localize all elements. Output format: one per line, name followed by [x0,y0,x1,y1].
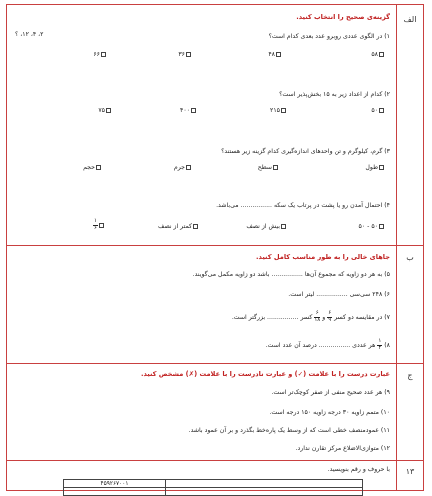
question-text: ۲) کدام از اعداد زیر به ۱۵ بخش‌پذیر است؟ [279,91,390,98]
section-column [396,5,423,490]
checkbox-icon[interactable] [193,224,198,229]
question-text: ۱۰) متمم زاویه ۳۰ درجه زاویه ۱۵۰ درجه است. [269,409,390,416]
checkbox-icon[interactable] [276,52,281,57]
sheet-content [7,5,396,490]
question-text: ۶) ۲۴۸ سی‌سی ................ لیتر است. [288,291,390,298]
question-text: ۱) در الگوی عددی روبرو عدد بعدی کدام است؟ [268,33,390,40]
section-label-be: ب [406,253,414,262]
section-label-alef: الف [403,15,417,24]
table-cell[interactable] [64,488,166,496]
question-text: با حروف و رقم بنویسید. [327,466,390,473]
option-choice[interactable]: ۵۰ - ۵۰ [359,223,384,231]
checkbox-icon[interactable] [96,165,101,170]
option-choice[interactable]: سطح [258,164,278,172]
checkbox-icon[interactable] [281,108,286,113]
answer-table [63,479,363,496]
checkbox-icon[interactable] [186,165,191,170]
exam-sheet [6,4,424,491]
fraction: $\frac{۶}{۱۸}$ [314,310,321,323]
question-text: ۸) $\frac{۱}{۴}$ هر عددی ................ درصد آن عدد است. [265,338,390,351]
table-cell-answer[interactable] [166,480,363,488]
option-choice[interactable]: ۴۸ [268,51,281,59]
option-choice[interactable]: ۳۶ [178,51,191,59]
checkbox-icon[interactable] [186,52,191,57]
fraction: $\frac{۱}{۴}$ [378,338,382,351]
question-text: ۵) به هر دو زاویه که مجموع آن‌ها ................ باشد دو زاویه مکمل می‌گویند. [192,271,390,278]
fraction: $\frac{۶}{۹}$ [328,310,332,323]
question-text: ۳) گرم، کیلوگرم و تن واحدهای اندازه‌گیری کدام گزینه زیر هستند؟ [221,148,390,155]
question-text: ۱۱) عمودمنصف خطی است که از وسط یک پاره‌خط بگذرد و بر آن عمود باشد. [188,427,390,434]
option-choice[interactable]: ۴۰۰ [180,107,196,115]
table-cell-number: ۴۵۹۲۶۷۰۰۱ [64,480,166,488]
checkbox-icon[interactable] [273,165,278,170]
option-choice[interactable]: جرم [174,164,191,172]
table-cell-answer[interactable] [166,488,363,496]
checkbox-icon[interactable] [101,52,106,57]
checkbox-icon[interactable] [106,108,111,113]
option-choice[interactable]: کمتر از نصف [158,223,198,231]
option-choice[interactable]: ۵۰ [371,107,384,115]
section-heading: گزینه‌ی صحیح را انتخاب کنید. [296,13,390,21]
checkbox-icon[interactable] [191,108,196,113]
checkbox-icon[interactable] [379,108,384,113]
checkbox-icon[interactable] [379,224,384,229]
option-choice[interactable]: ۵۸ [371,51,384,59]
question-text: ۹) هر عدد صحیح منفی از صفر کوچک‌تر است. [271,389,390,396]
checkbox-icon[interactable] [281,224,286,229]
section-label-jim: ج [407,371,413,380]
option-choice[interactable]: حجم [83,164,101,172]
option-choice[interactable]: ۶۶ [93,51,106,59]
option-choice[interactable]: ۲۱۵ [270,107,286,115]
section-label-13: ۱۳ [405,467,415,476]
option-choice[interactable]: ۷۵ [98,107,111,115]
section-heading: جاهای خالی را به طور مناسب کامل کنید. [256,253,390,261]
question-text: ۷) در مقایسه دو کسر $\frac{۶}{۹}$ و $\frac{۶}{۱۸}$ کسر ................ بزرگتر است. [231,310,390,323]
table-row [64,488,363,496]
question-text: ۱۲) متوازی‌الاضلاع مرکز تقارن ندارد. [295,445,390,452]
option-choice[interactable]: طول [365,164,384,172]
question-text: ۴) احتمال آمدن رو یا پشت در پرتاب یک سکه ................ می‌باشد. [216,202,390,209]
option-choice[interactable]: بیش از نصف [246,223,286,231]
checkbox-icon[interactable] [99,223,104,228]
option-choice[interactable] [93,219,104,231]
checkbox-icon[interactable] [379,165,384,170]
fraction: $\frac{۱}{۶}$ [94,218,97,231]
checkbox-icon[interactable] [379,52,384,57]
pattern-text: ۲، ۴، ۱۲، ؟ [15,31,44,38]
table-row [64,480,363,488]
section-heading: عبارت درست را با علامت (✓) و عبارت نادرست را با علامت (✗) مشخص کنید. [140,370,390,378]
